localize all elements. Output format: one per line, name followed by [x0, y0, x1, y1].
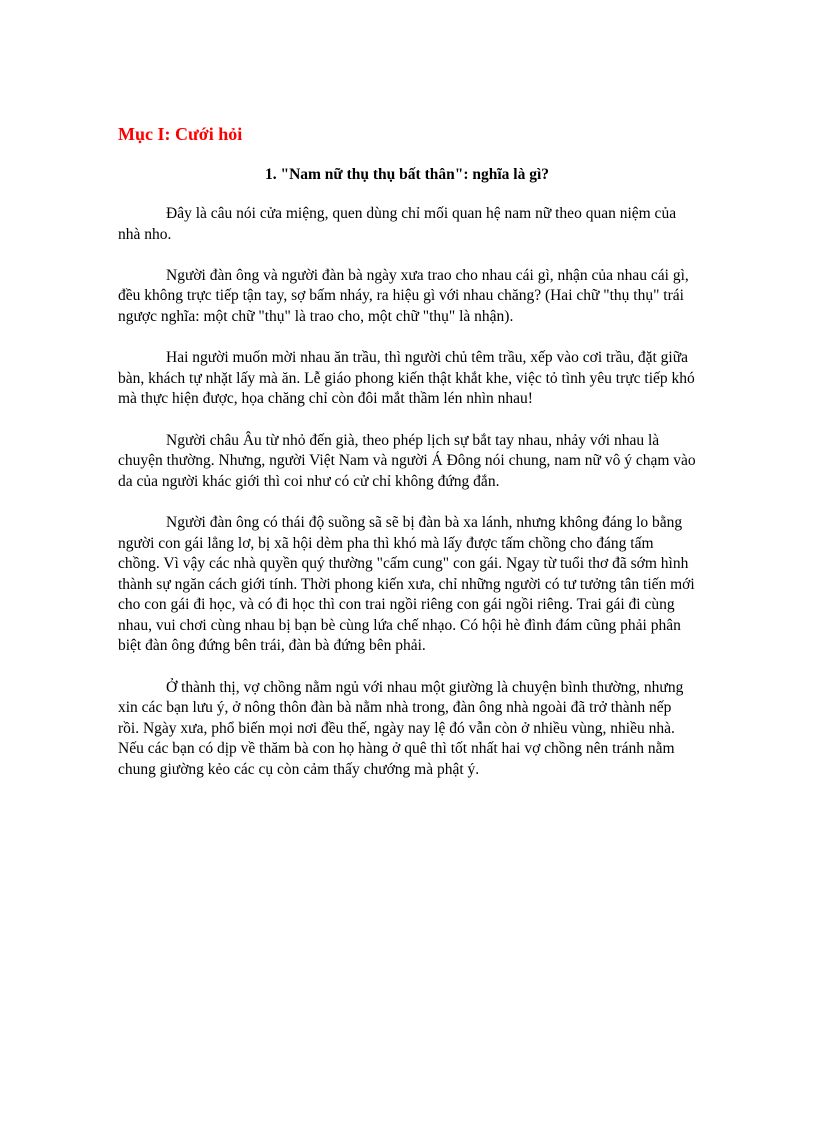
- paragraph: Ở thành thị, vợ chồng nằm ngủ với nhau một giường là chuyện bình thường, nhưng xin các bạn lưu ý, ở nông thôn đàn bà nằm nhà trong, đàn ông nhà ngoài đã trở thành nếp rồi. Ngày xưa, phổ biến mọi nơi đều thế, ngày nay lệ đó vẫn còn ở nhiều vùng, nhiều nhà. Nếu các bạn có dịp về thăm bà con họ hàng ở quê thì tốt nhất hai vợ chồng nên tránh nằm chung giường kẻo các cụ còn cảm thấy chướng mà phật ý.: [118, 678, 684, 779]
- paragraph: Người châu Âu từ nhỏ đến già, theo phép lịch sự bắt tay nhau, nhảy với nhau là chuyện thường. Nhưng, người Việt Nam và người Á Đông nói chung, nam nữ vô ý chạm vào da của người khác giới thì coi như có cử chỉ không đứng đắn.: [118, 431, 696, 490]
- paragraph: Người đàn ông có thái độ suồng sã sẽ bị đàn bà xa lánh, nhưng không đáng lo bằng người con gái lẳng lơ, bị xã hội dèm pha thì khó mà lấy được tấm chồng cho đáng tấm chồng. Vì vậy các nhà quyền quý thường "cấm cung" con gái. Ngay từ tuổi thơ đã sớm hình thành sự ngăn cách giới tính. Thời phong kiến xưa, chỉ những người có tư tưởng tân tiến mới cho con gái đi học, và có đi học thì con trai ngồi riêng con gái ngồi riêng. Trai gái đi cùng nhau, vui chơi cùng nhau bị bạn bè cùng lứa chế nhạo. Có hội hè đình đám cũng phải phân biệt đàn ông đứng bên trái, đàn bà đứng bên phải.: [118, 513, 695, 655]
- paragraph: Hai người muốn mời nhau ăn trầu, thì người chủ têm trầu, xếp vào cơi trầu, đặt giữa bàn, khách tự nhặt lấy mà ăn. Lễ giáo phong kiến thật khắt khe, việc tỏ tình yêu trực tiếp khó mà thực hiện được, họa chăng chỉ còn đôi mắt thầm lén nhìn nhau!: [118, 349, 695, 408]
- article-body: [118, 204, 696, 801]
- paragraph: Người đàn ông và người đàn bà ngày xưa trao cho nhau cái gì, nhận của nhau cái gì, đều không trực tiếp tận tay, sợ bấm nháy, ra hiệu gì với nhau chăng? (Hai chữ "thụ thụ" trái ngược nghĩa: một chữ "thụ" là trao cho, một chữ "thụ" là nhận).: [118, 266, 689, 325]
- question-title: 1. "Nam nữ thụ thụ bất thân": nghĩa là gì?: [264, 166, 550, 183]
- paragraph: Đây là câu nói cửa miệng, quen dùng chỉ mối quan hệ nam nữ theo quan niệm của nhà nho.: [118, 205, 677, 243]
- section-title: Mục I: Cưới hỏi: [118, 124, 243, 144]
